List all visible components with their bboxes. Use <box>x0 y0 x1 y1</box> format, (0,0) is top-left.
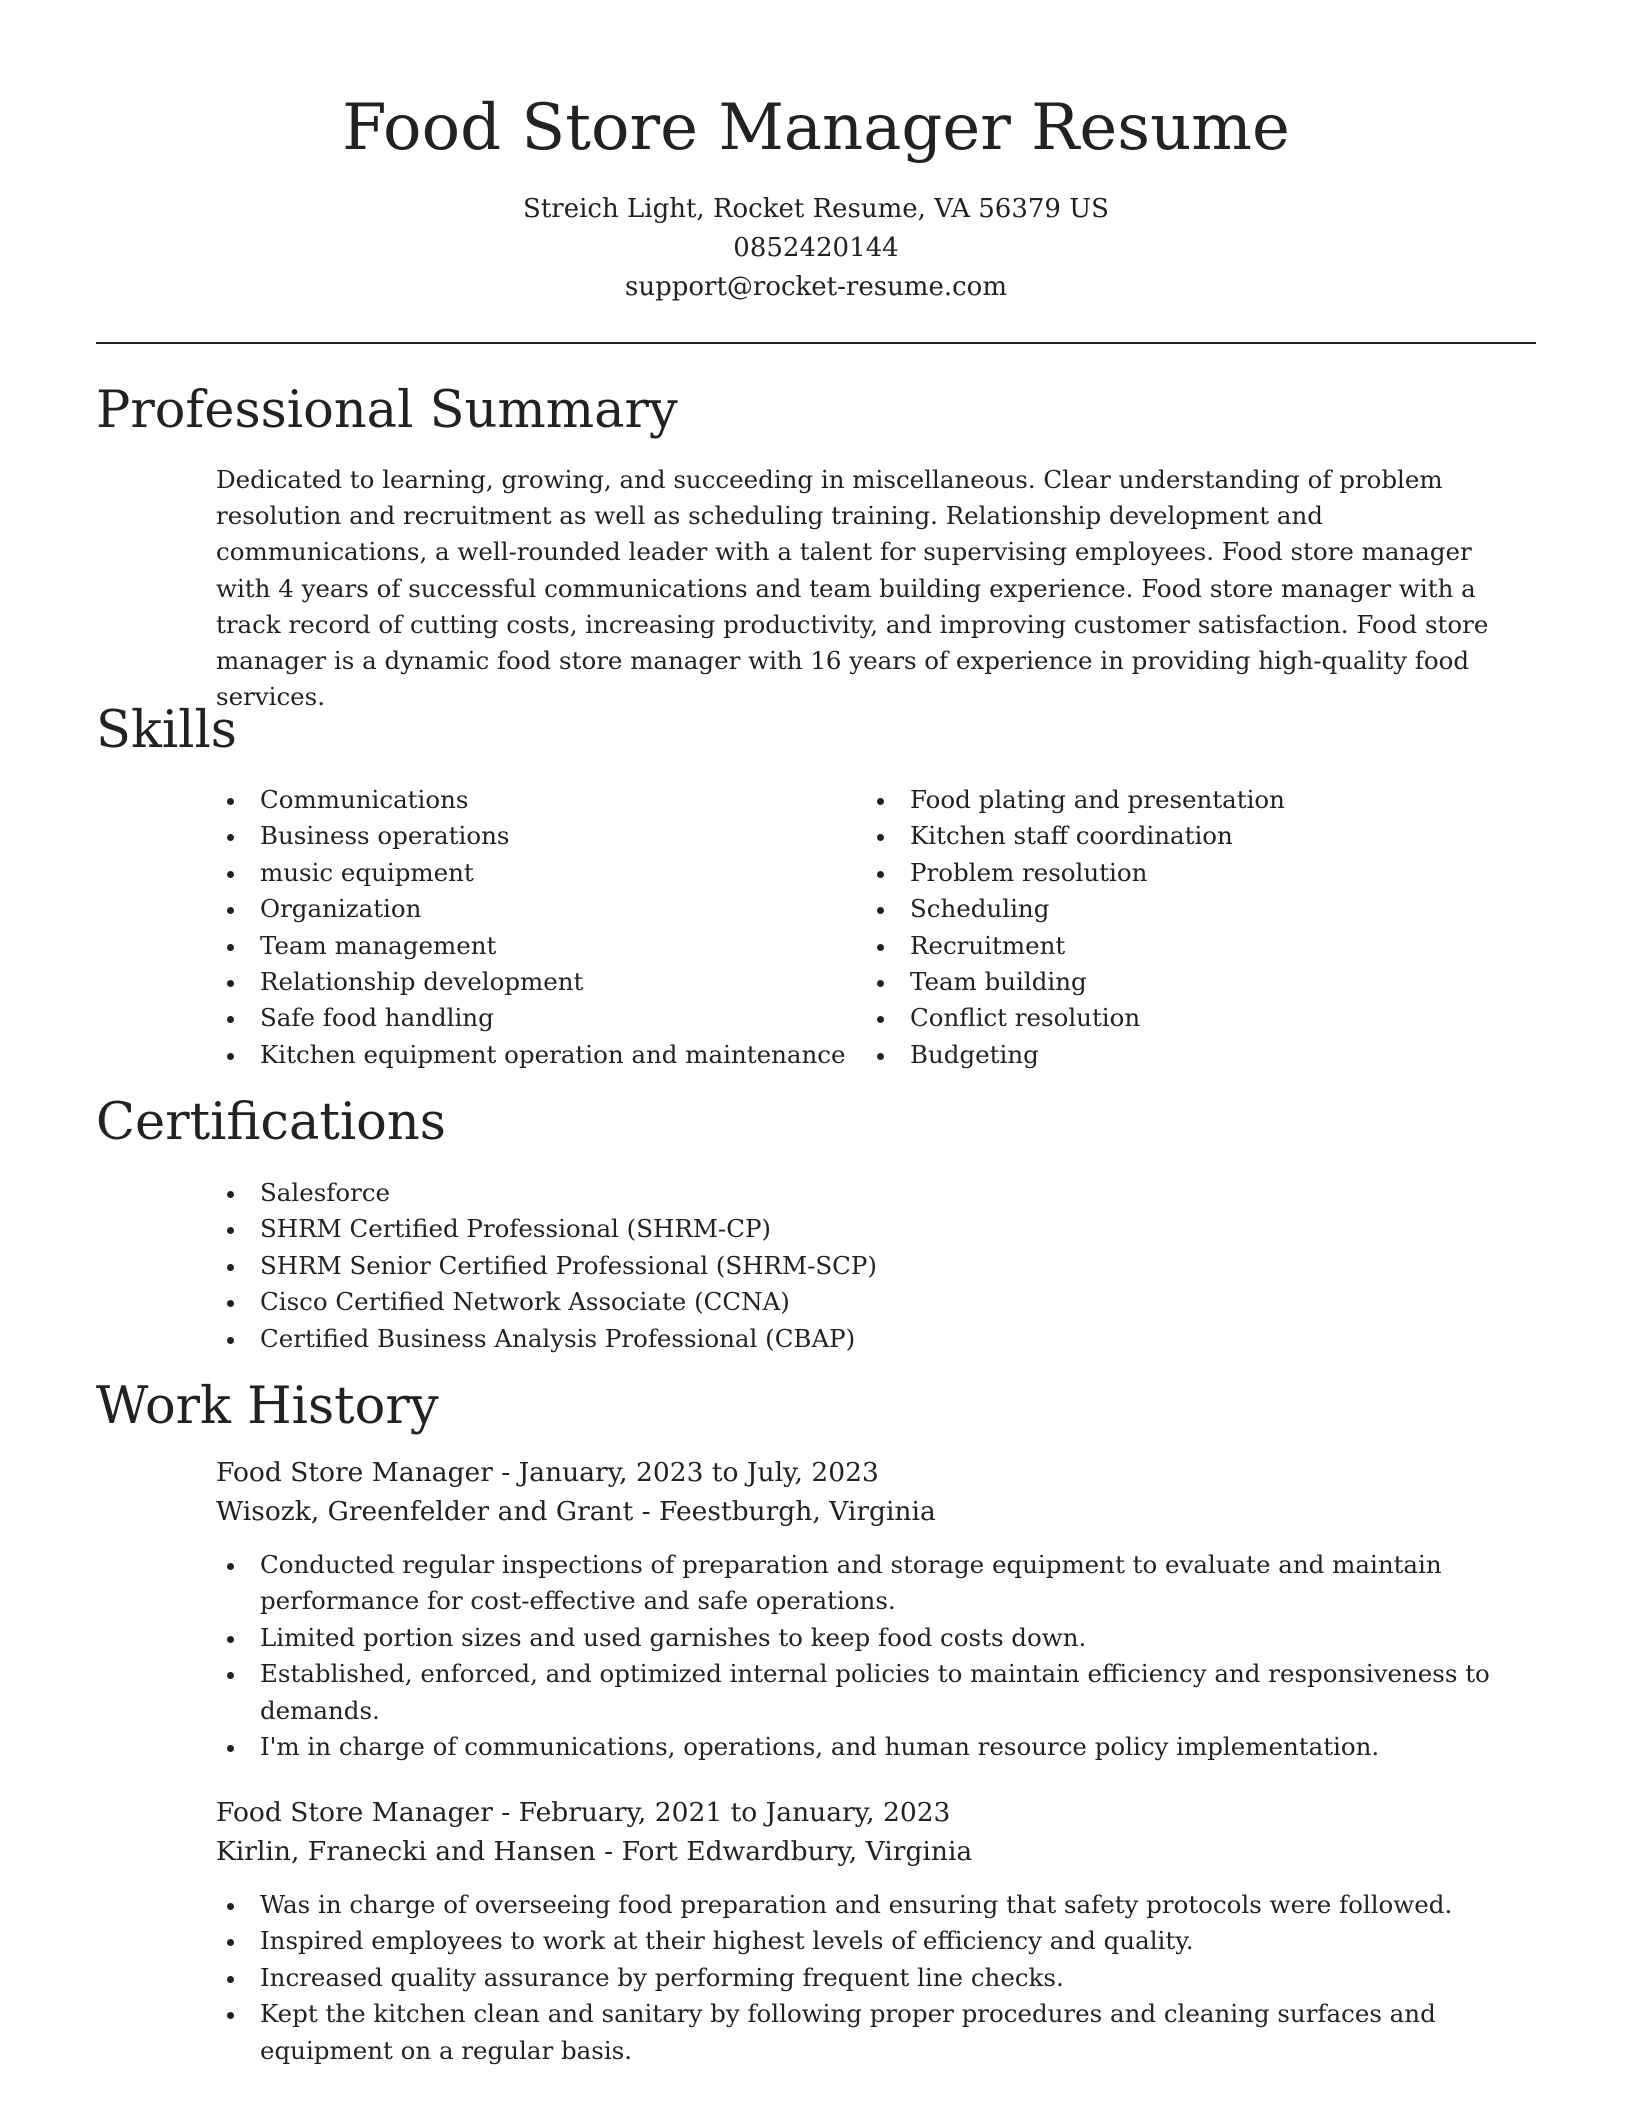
skill-item: Scheduling <box>866 891 1506 927</box>
certification-item: Cisco Certified Network Associate (CCNA) <box>216 1284 1516 1320</box>
skill-item: Organization <box>216 891 856 927</box>
skill-item: Kitchen staff coordination <box>866 818 1506 854</box>
skill-item: Conflict resolution <box>866 1000 1506 1036</box>
skill-item: Communications <box>216 782 856 818</box>
skill-item: music equipment <box>216 855 856 891</box>
job-duties-list <box>216 1887 1536 2069</box>
certifications-list <box>216 1175 1516 1357</box>
resume-header <box>0 78 1632 307</box>
certification-item: SHRM Senior Certified Professional (SHRM-SCP) <box>216 1248 1516 1284</box>
email-text: support@rocket-resume.com <box>624 272 1007 302</box>
section-title-summary: Professional Summary <box>96 381 678 440</box>
skills-list-right <box>866 782 1506 1073</box>
skill-item: Business operations <box>216 818 856 854</box>
certification-item: Salesforce <box>216 1175 1516 1211</box>
job-entry <box>216 1453 1536 1765</box>
header-divider <box>96 342 1536 344</box>
certification-item: Certified Business Analysis Professional (CBAP) <box>216 1321 1516 1357</box>
skill-item: Food plating and presentation <box>866 782 1506 818</box>
skill-item: Relationship development <box>216 964 856 1000</box>
skill-item: Safe food handling <box>216 1000 856 1036</box>
job-duty-item: Was in charge of overseeing food preparation and ensuring that safety protocols were followed. <box>216 1887 1536 1923</box>
skill-item: Problem resolution <box>866 855 1506 891</box>
skill-item: Recruitment <box>866 928 1506 964</box>
job-company-line: Kirlin, Franecki and Hansen - Fort Edwardbury, Virginia <box>216 1836 973 1867</box>
job-title-line: Food Store Manager - January, 2023 to July, 2023 <box>216 1457 879 1488</box>
phone-text: 0852420144 <box>733 233 899 263</box>
job-duty-item: Conducted regular inspections of preparation and storage equipment to evaluate and maintain performance for cost-effective and safe operations. <box>216 1547 1536 1620</box>
job-company-line: Wisozk, Greenfelder and Grant - Feestburgh, Virginia <box>216 1496 936 1527</box>
job-duty-item: Increased quality assurance by performing frequent line checks. <box>216 1960 1536 1996</box>
resume-title: Food Store Manager Resume <box>342 91 1290 165</box>
summary-text: Dedicated to learning, growing, and succeeding in miscellaneous. Clear understanding of problem resolution and recruitment as well as scheduling training. Relationship development and communications, a well-rounded leader with a talent for supervising employees. Food store manager with 4 years of successful communications and team building experience. Food store manager with a track record of cutting costs, increasing productivity, and improving customer satisfaction. Food store manager is a dynamic food store manager with 16 years of experience in providing high-quality food services. <box>216 465 1489 712</box>
skill-item: Budgeting <box>866 1037 1506 1073</box>
section-title-work-history: Work History <box>96 1377 439 1436</box>
skill-item: Team building <box>866 964 1506 1000</box>
address-text: Streich Light, Rocket Resume, VA 56379 US <box>523 194 1109 224</box>
job-duty-item: Inspired employees to work at their highest levels of efficiency and quality. <box>216 1923 1536 1959</box>
skills-list-left <box>216 782 856 1073</box>
job-duty-item: Limited portion sizes and used garnishes to keep food costs down. <box>216 1620 1536 1656</box>
job-entry <box>216 1793 1536 2069</box>
job-title-line: Food Store Manager - February, 2021 to January, 2023 <box>216 1797 951 1828</box>
job-duty-item: Established, enforced, and optimized internal policies to maintain efficiency and responsiveness to demands. <box>216 1656 1536 1729</box>
job-duties-list <box>216 1547 1536 1765</box>
certification-item: SHRM Certified Professional (SHRM-CP) <box>216 1211 1516 1247</box>
skill-item: Team management <box>216 928 856 964</box>
job-duty-item: Kept the kitchen clean and sanitary by following proper procedures and cleaning surfaces and equipment on a regular basis. <box>216 1996 1536 2069</box>
section-title-skills: Skills <box>96 701 237 760</box>
job-duty-item: I'm in charge of communications, operations, and human resource policy implementation. <box>216 1729 1536 1765</box>
skill-item: Kitchen equipment operation and maintenance <box>216 1037 856 1073</box>
contact-info <box>0 190 1632 307</box>
section-title-certifications: Certifications <box>96 1093 446 1152</box>
